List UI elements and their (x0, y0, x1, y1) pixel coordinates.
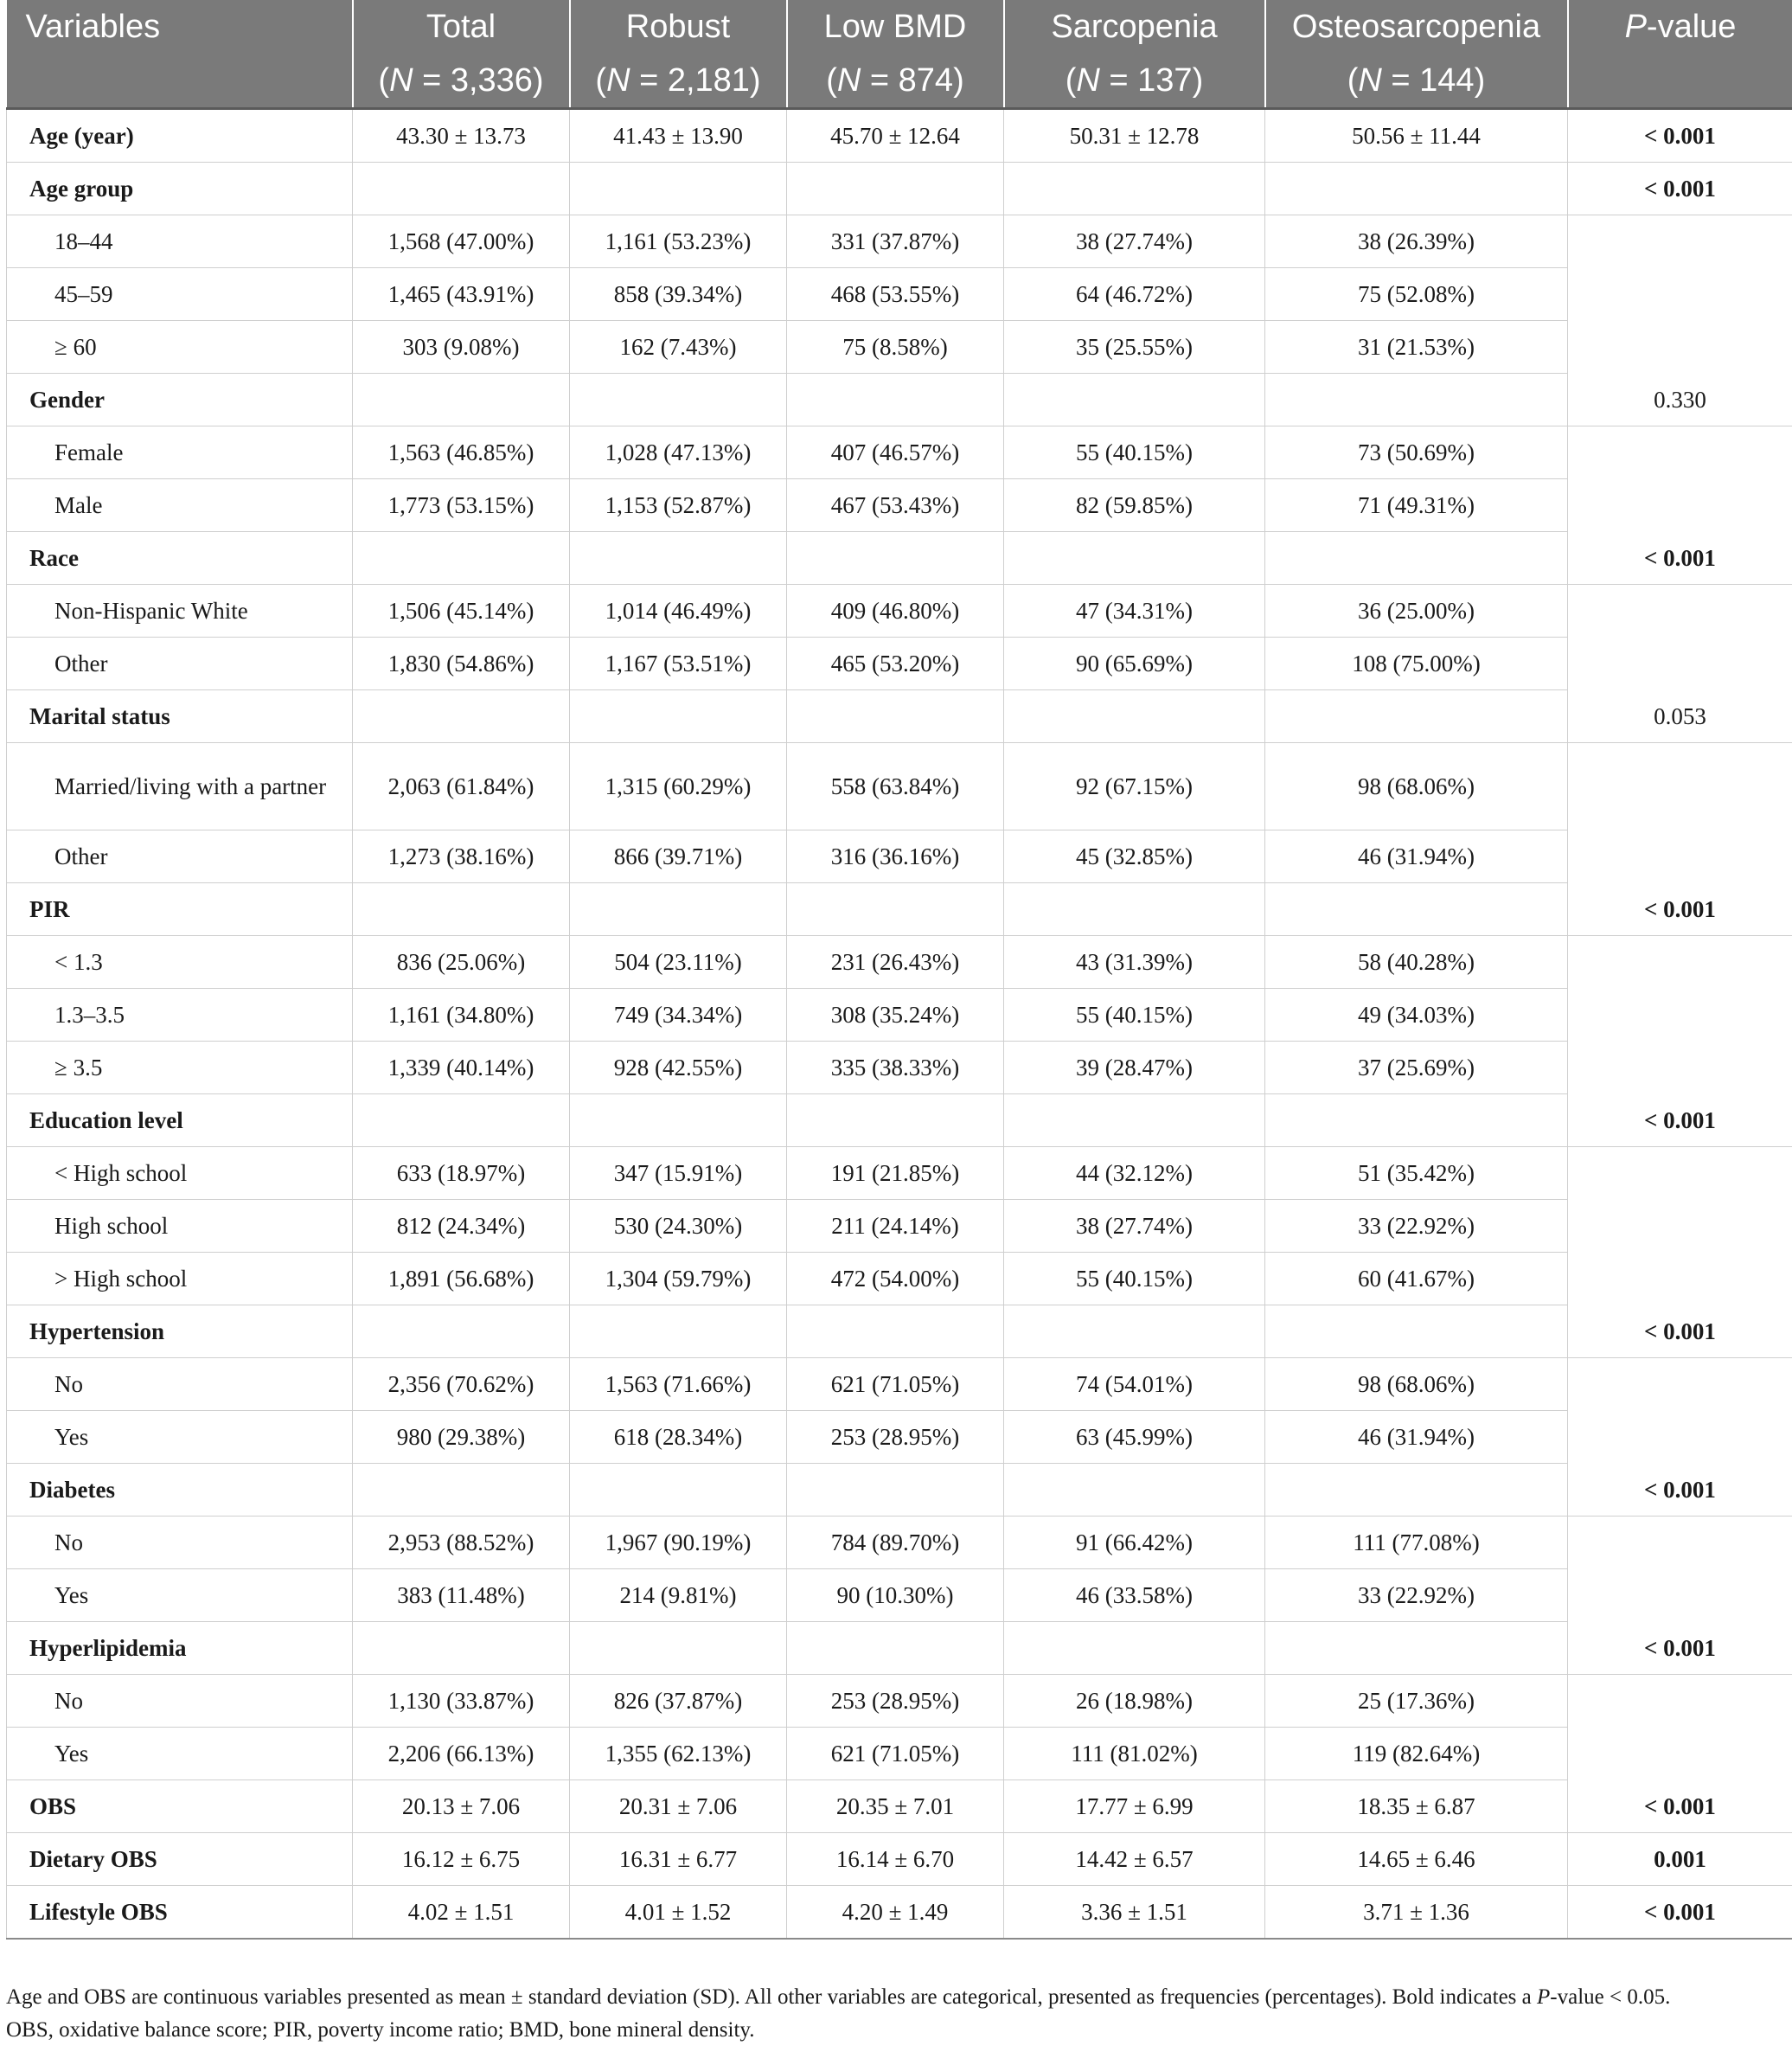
p-value-cell: < 0.001 (1568, 109, 1792, 163)
variable-label: Gender (7, 374, 353, 426)
table-row (7, 1886, 1792, 1940)
category-label: < 1.3 (7, 936, 353, 989)
table-row (7, 163, 1792, 215)
table-cell: 20.13 ± 7.06 (353, 1780, 570, 1833)
p-value-cell (1568, 936, 1792, 989)
table-cell (353, 1094, 570, 1147)
table-cell: 50.56 ± 11.44 (1265, 109, 1568, 163)
footnote-line-2: OBS, oxidative balance score; PIR, poverty income ratio; BMD, bone mineral density. (6, 2018, 755, 2042)
characteristics-table (6, 0, 1792, 1940)
p-value-cell: 0.053 (1568, 690, 1792, 743)
table-cell: 63 (45.99%) (1004, 1411, 1265, 1464)
table-cell (353, 883, 570, 936)
table-cell: 826 (37.87%) (570, 1675, 787, 1728)
table-cell: 111 (77.08%) (1265, 1517, 1568, 1569)
table-cell: 465 (53.20%) (787, 638, 1004, 690)
table-row (7, 532, 1792, 585)
header-variables: Variables (7, 0, 353, 54)
table-cell: 55 (40.15%) (1004, 989, 1265, 1042)
table-cell: 45.70 ± 12.64 (787, 109, 1004, 163)
table-cell: 73 (50.69%) (1265, 426, 1568, 479)
data-table-container (6, 0, 1792, 1940)
table-cell (1004, 374, 1265, 426)
table-cell: 2,206 (66.13%) (353, 1728, 570, 1780)
table-cell: 980 (29.38%) (353, 1411, 570, 1464)
table-cell: 82 (59.85%) (1004, 479, 1265, 532)
table-cell (570, 1094, 787, 1147)
header-p-value (1568, 0, 1792, 54)
table-cell: 14.42 ± 6.57 (1004, 1833, 1265, 1886)
table-cell: 50.31 ± 12.78 (1004, 109, 1265, 163)
table-cell (1004, 1464, 1265, 1517)
table-cell: 211 (24.14%) (787, 1200, 1004, 1253)
table-cell (787, 690, 1004, 743)
header-n-robust: (N = 2,181) (570, 54, 787, 109)
table-cell: 383 (11.48%) (353, 1569, 570, 1622)
table-row (7, 1675, 1792, 1728)
table-cell (787, 883, 1004, 936)
table-cell: 1,830 (54.86%) (353, 638, 570, 690)
table-cell: 49 (34.03%) (1265, 989, 1568, 1042)
table-cell: 347 (15.91%) (570, 1147, 787, 1200)
table-cell: 1,167 (53.51%) (570, 638, 787, 690)
table-cell: 55 (40.15%) (1004, 1253, 1265, 1305)
table-cell: 558 (63.84%) (787, 743, 1004, 830)
table-cell: 1,563 (71.66%) (570, 1358, 787, 1411)
table-cell (1004, 690, 1265, 743)
p-value-cell (1568, 1411, 1792, 1464)
table-cell (570, 690, 787, 743)
variable-label: Dietary OBS (7, 1833, 353, 1886)
table-cell: 812 (24.34%) (353, 1200, 570, 1253)
table-cell: 468 (53.55%) (787, 268, 1004, 321)
p-value-cell: < 0.001 (1568, 1780, 1792, 1833)
p-value-cell: < 0.001 (1568, 1305, 1792, 1358)
table-cell (787, 1305, 1004, 1358)
category-label: Yes (7, 1569, 353, 1622)
table-cell: 749 (34.34%) (570, 989, 787, 1042)
category-label: 18–44 (7, 215, 353, 268)
table-cell: 16.14 ± 6.70 (787, 1833, 1004, 1886)
table-cell: 928 (42.55%) (570, 1042, 787, 1094)
table-cell (1004, 1622, 1265, 1675)
table-cell (1265, 374, 1568, 426)
table-cell (570, 1464, 787, 1517)
p-value-cell (1568, 1042, 1792, 1094)
p-value-cell (1568, 638, 1792, 690)
p-value-cell: < 0.001 (1568, 532, 1792, 585)
table-cell: 1,563 (46.85%) (353, 426, 570, 479)
header-n-p-blank (1568, 54, 1792, 109)
table-cell: 308 (35.24%) (787, 989, 1004, 1042)
footnote-line-1: Age and OBS are continuous variables presented as mean ± standard deviation (SD). All other variables are categorical, presented as frequencies (percentages). Bold indicates a P-value < 0.05. (6, 1985, 1671, 2009)
table-cell: 75 (8.58%) (787, 321, 1004, 374)
category-label: < High school (7, 1147, 353, 1200)
variable-label: OBS (7, 1780, 353, 1833)
table-cell: 38 (27.74%) (1004, 215, 1265, 268)
table-cell: 90 (10.30%) (787, 1569, 1004, 1622)
table-cell (1004, 1305, 1265, 1358)
header-n-blank (7, 54, 353, 109)
table-row (7, 1305, 1792, 1358)
table-row (7, 1358, 1792, 1411)
table-cell: 36 (25.00%) (1265, 585, 1568, 638)
table-row (7, 374, 1792, 426)
header-n-low-bmd: (N = 874) (787, 54, 1004, 109)
table-cell: 618 (28.34%) (570, 1411, 787, 1464)
category-label: 45–59 (7, 268, 353, 321)
p-value-cell (1568, 1200, 1792, 1253)
table-cell: 20.35 ± 7.01 (787, 1780, 1004, 1833)
header-osteosarcopenia: Osteosarcopenia (1265, 0, 1568, 54)
p-value-cell: < 0.001 (1568, 1622, 1792, 1675)
table-cell: 1,028 (47.13%) (570, 426, 787, 479)
header-sarcopenia: Sarcopenia (1004, 0, 1265, 54)
header-total: Total (353, 0, 570, 54)
table-row (7, 1517, 1792, 1569)
table-cell: 530 (24.30%) (570, 1200, 787, 1253)
table-row (7, 690, 1792, 743)
p-value-cell: 0.001 (1568, 1833, 1792, 1886)
p-value-cell (1568, 426, 1792, 479)
table-cell: 214 (9.81%) (570, 1569, 787, 1622)
table-cell: 331 (37.87%) (787, 215, 1004, 268)
variable-label: Marital status (7, 690, 353, 743)
table-cell (1004, 532, 1265, 585)
variable-label: Race (7, 532, 353, 585)
table-cell (1265, 1464, 1568, 1517)
table-cell: 1,161 (34.80%) (353, 989, 570, 1042)
table-cell (1265, 1094, 1568, 1147)
table-cell (1265, 690, 1568, 743)
table-cell: 60 (41.67%) (1265, 1253, 1568, 1305)
table-cell: 74 (54.01%) (1004, 1358, 1265, 1411)
table-cell: 64 (46.72%) (1004, 268, 1265, 321)
table-cell: 1,773 (53.15%) (353, 479, 570, 532)
table-cell: 1,304 (59.79%) (570, 1253, 787, 1305)
table-row (7, 883, 1792, 936)
table-cell: 4.01 ± 1.52 (570, 1886, 787, 1940)
table-cell: 46 (31.94%) (1265, 1411, 1568, 1464)
table-cell: 621 (71.05%) (787, 1728, 1004, 1780)
table-cell: 43 (31.39%) (1004, 936, 1265, 989)
table-cell: 407 (46.57%) (787, 426, 1004, 479)
p-value-cell (1568, 1358, 1792, 1411)
table-cell: 17.77 ± 6.99 (1004, 1780, 1265, 1833)
table-cell: 4.02 ± 1.51 (353, 1886, 570, 1940)
header-low-bmd: Low BMD (787, 0, 1004, 54)
table-cell: 621 (71.05%) (787, 1358, 1004, 1411)
p-value-cell (1568, 1675, 1792, 1728)
table-cell (353, 1464, 570, 1517)
table-cell: 39 (28.47%) (1004, 1042, 1265, 1094)
table-row (7, 1253, 1792, 1305)
table-cell: 47 (34.31%) (1004, 585, 1265, 638)
table-cell (570, 1622, 787, 1675)
table-cell: 162 (7.43%) (570, 321, 787, 374)
p-value-cell (1568, 743, 1792, 830)
table-row (7, 1833, 1792, 1886)
table-header (7, 0, 1792, 109)
variable-label: Diabetes (7, 1464, 353, 1517)
p-value-cell: < 0.001 (1568, 883, 1792, 936)
p-value-cell (1568, 268, 1792, 321)
table-cell: 1,339 (40.14%) (353, 1042, 570, 1094)
table-cell (353, 690, 570, 743)
p-value-cell: < 0.001 (1568, 1886, 1792, 1940)
table-cell: 18.35 ± 6.87 (1265, 1780, 1568, 1833)
table-body (7, 109, 1792, 1940)
table-cell: 3.36 ± 1.51 (1004, 1886, 1265, 1940)
table-cell (1004, 1094, 1265, 1147)
variable-label: Lifestyle OBS (7, 1886, 353, 1940)
table-cell (353, 374, 570, 426)
category-label: Other (7, 830, 353, 883)
category-label: > High school (7, 1253, 353, 1305)
table-cell (787, 1622, 1004, 1675)
p-value-cell (1568, 1253, 1792, 1305)
table-cell: 25 (17.36%) (1265, 1675, 1568, 1728)
table-row (7, 1411, 1792, 1464)
table-cell: 1,014 (46.49%) (570, 585, 787, 638)
table-row (7, 936, 1792, 989)
category-label: No (7, 1517, 353, 1569)
table-row (7, 479, 1792, 532)
table-row (7, 830, 1792, 883)
category-label: ≥ 60 (7, 321, 353, 374)
table-cell: 20.31 ± 7.06 (570, 1780, 787, 1833)
category-label: Married/living with a partner (7, 743, 353, 830)
table-row (7, 1042, 1792, 1094)
table-cell (353, 163, 570, 215)
p-value-cell (1568, 1569, 1792, 1622)
table-row (7, 215, 1792, 268)
table-cell (353, 532, 570, 585)
table-cell: 335 (38.33%) (787, 1042, 1004, 1094)
category-label: Other (7, 638, 353, 690)
p-value-cell: < 0.001 (1568, 1464, 1792, 1517)
table-cell: 43.30 ± 13.73 (353, 109, 570, 163)
table-cell: 1,568 (47.00%) (353, 215, 570, 268)
table-cell (1265, 883, 1568, 936)
table-cell: 4.20 ± 1.49 (787, 1886, 1004, 1940)
table-cell: 98 (68.06%) (1265, 1358, 1568, 1411)
table-cell: 504 (23.11%) (570, 936, 787, 989)
header-n-sarcopenia: (N = 137) (1004, 54, 1265, 109)
table-cell: 35 (25.55%) (1004, 321, 1265, 374)
table-cell: 45 (32.85%) (1004, 830, 1265, 883)
table-cell: 16.31 ± 6.77 (570, 1833, 787, 1886)
p-value-cell: < 0.001 (1568, 163, 1792, 215)
table-cell (570, 532, 787, 585)
p-value-cell (1568, 479, 1792, 532)
table-cell: 1,355 (62.13%) (570, 1728, 787, 1780)
table-cell: 1,161 (53.23%) (570, 215, 787, 268)
table-row (7, 1728, 1792, 1780)
table-cell: 633 (18.97%) (353, 1147, 570, 1200)
variable-label: Age group (7, 163, 353, 215)
table-cell: 1,465 (43.91%) (353, 268, 570, 321)
table-cell: 16.12 ± 6.75 (353, 1833, 570, 1886)
table-cell (570, 163, 787, 215)
p-value-cell (1568, 830, 1792, 883)
table-cell: 866 (39.71%) (570, 830, 787, 883)
p-value-cell (1568, 215, 1792, 268)
table-cell: 1,130 (33.87%) (353, 1675, 570, 1728)
table-cell: 784 (89.70%) (787, 1517, 1004, 1569)
table-cell (353, 1305, 570, 1358)
table-cell: 3.71 ± 1.36 (1265, 1886, 1568, 1940)
table-row (7, 109, 1792, 163)
table-cell: 55 (40.15%) (1004, 426, 1265, 479)
table-cell: 1,891 (56.68%) (353, 1253, 570, 1305)
table-cell (1004, 163, 1265, 215)
table-cell: 2,356 (70.62%) (353, 1358, 570, 1411)
table-cell (353, 1622, 570, 1675)
category-label: No (7, 1358, 353, 1411)
header-n-total: (N = 3,336) (353, 54, 570, 109)
table-cell: 316 (36.16%) (787, 830, 1004, 883)
table-row (7, 1094, 1792, 1147)
table-cell (570, 883, 787, 936)
header-robust: Robust (570, 0, 787, 54)
table-row (7, 743, 1792, 830)
variable-label: Hyperlipidemia (7, 1622, 353, 1675)
table-row (7, 1464, 1792, 1517)
category-label: No (7, 1675, 353, 1728)
category-label: Female (7, 426, 353, 479)
table-row (7, 638, 1792, 690)
header-row-1 (7, 0, 1792, 54)
table-cell: 253 (28.95%) (787, 1675, 1004, 1728)
table-cell: 858 (39.34%) (570, 268, 787, 321)
table-cell: 303 (9.08%) (353, 321, 570, 374)
table-cell: 51 (35.42%) (1265, 1147, 1568, 1200)
p-value-cell (1568, 1728, 1792, 1780)
table-cell (1265, 1622, 1568, 1675)
table-cell (787, 532, 1004, 585)
table-cell: 58 (40.28%) (1265, 936, 1568, 989)
table-cell: 38 (27.74%) (1004, 1200, 1265, 1253)
table-cell: 46 (33.58%) (1004, 1569, 1265, 1622)
table-cell (1265, 1305, 1568, 1358)
table-cell: 1,153 (52.87%) (570, 479, 787, 532)
table-cell (1004, 883, 1265, 936)
table-cell: 2,953 (88.52%) (353, 1517, 570, 1569)
table-cell: 253 (28.95%) (787, 1411, 1004, 1464)
table-cell (570, 1305, 787, 1358)
table-cell: 119 (82.64%) (1265, 1728, 1568, 1780)
p-value-cell (1568, 1147, 1792, 1200)
variable-label: Education level (7, 1094, 353, 1147)
table-cell: 467 (53.43%) (787, 479, 1004, 532)
table-cell: 191 (21.85%) (787, 1147, 1004, 1200)
category-label: Yes (7, 1728, 353, 1780)
header-n-osteosarcopenia: (N = 144) (1265, 54, 1568, 109)
table-cell (1265, 532, 1568, 585)
category-label: Male (7, 479, 353, 532)
table-row (7, 426, 1792, 479)
table-footnote (6, 1981, 1788, 2047)
variable-label: Hypertension (7, 1305, 353, 1358)
table-cell: 38 (26.39%) (1265, 215, 1568, 268)
table-cell: 75 (52.08%) (1265, 268, 1568, 321)
table-cell: 33 (22.92%) (1265, 1569, 1568, 1622)
table-cell (787, 1094, 1004, 1147)
table-cell: 1,315 (60.29%) (570, 743, 787, 830)
table-cell: 1,967 (90.19%) (570, 1517, 787, 1569)
table-cell (787, 374, 1004, 426)
table-cell: 1,273 (38.16%) (353, 830, 570, 883)
variable-label: PIR (7, 883, 353, 936)
table-cell: 31 (21.53%) (1265, 321, 1568, 374)
p-value-cell (1568, 321, 1792, 374)
table-cell: 108 (75.00%) (1265, 638, 1568, 690)
table-cell: 836 (25.06%) (353, 936, 570, 989)
header-p-value-label: P-value (1624, 8, 1737, 45)
p-value-cell: 0.330 (1568, 374, 1792, 426)
table-row (7, 268, 1792, 321)
table-cell: 409 (46.80%) (787, 585, 1004, 638)
p-value-cell (1568, 585, 1792, 638)
table-cell: 33 (22.92%) (1265, 1200, 1568, 1253)
table-row (7, 1569, 1792, 1622)
table-cell: 472 (54.00%) (787, 1253, 1004, 1305)
p-value-cell: < 0.001 (1568, 1094, 1792, 1147)
category-label: High school (7, 1200, 353, 1253)
p-value-cell (1568, 1517, 1792, 1569)
table-row (7, 585, 1792, 638)
header-row-2 (7, 54, 1792, 109)
table-cell: 44 (32.12%) (1004, 1147, 1265, 1200)
table-cell: 1,506 (45.14%) (353, 585, 570, 638)
table-cell: 111 (81.02%) (1004, 1728, 1265, 1780)
table-cell: 2,063 (61.84%) (353, 743, 570, 830)
category-label: Yes (7, 1411, 353, 1464)
table-row (7, 1200, 1792, 1253)
table-cell (787, 163, 1004, 215)
category-label: 1.3–3.5 (7, 989, 353, 1042)
table-cell (570, 374, 787, 426)
table-cell: 92 (67.15%) (1004, 743, 1265, 830)
table-cell: 98 (68.06%) (1265, 743, 1568, 830)
table-cell: 14.65 ± 6.46 (1265, 1833, 1568, 1886)
category-label: ≥ 3.5 (7, 1042, 353, 1094)
table-cell: 46 (31.94%) (1265, 830, 1568, 883)
table-cell (787, 1464, 1004, 1517)
table-row (7, 989, 1792, 1042)
table-cell: 90 (65.69%) (1004, 638, 1265, 690)
table-cell: 41.43 ± 13.90 (570, 109, 787, 163)
table-cell: 91 (66.42%) (1004, 1517, 1265, 1569)
table-cell: 37 (25.69%) (1265, 1042, 1568, 1094)
table-cell: 231 (26.43%) (787, 936, 1004, 989)
table-cell (1265, 163, 1568, 215)
table-cell: 71 (49.31%) (1265, 479, 1568, 532)
category-label: Non-Hispanic White (7, 585, 353, 638)
variable-label: Age (year) (7, 109, 353, 163)
p-value-cell (1568, 989, 1792, 1042)
table-cell: 26 (18.98%) (1004, 1675, 1265, 1728)
table-row (7, 321, 1792, 374)
table-row (7, 1147, 1792, 1200)
table-row (7, 1780, 1792, 1833)
table-row (7, 1622, 1792, 1675)
